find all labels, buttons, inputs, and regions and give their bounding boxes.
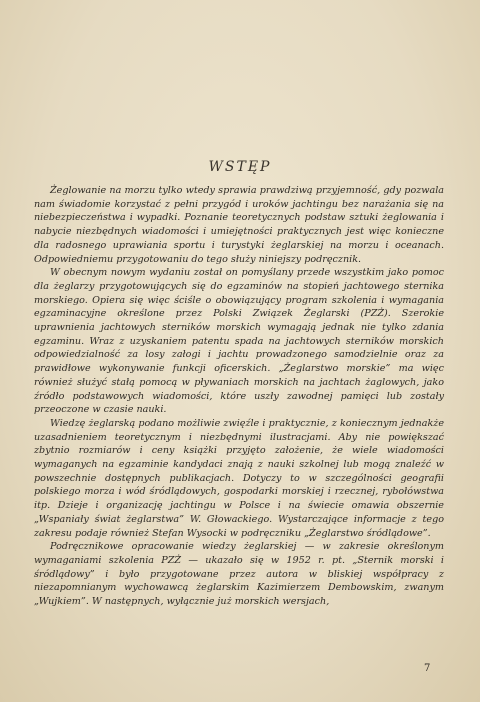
paragraph-3: Wiedzę żeglarską podano możliwie zwięźle i praktycznie, z koniecznym jednakże uzasadnieniem teoretycznym i niezbędnymi ilustracjami. Aby nie powiększać zbytnio rozmiarów i ceny książki przyjęto założenie, że wiele wiadomości wymaganych na egzaminie kandydaci znają z nauki szkolnej lub mogą znaleźć w powszechnie dostępnych publikacjach. Dotyczy to w szczególności geografii polskiego morza i wód śródlądowych, gospodarki morskiej i rzecznej, rybołówstwa itp. Dzieje i organizację jachtingu w Polsce i na świecie omawia obszernie „Wspaniały świat żeglarstwa” W. Głowackiego. Wystarczające informacje z tego zakresu podaje również Stefan Wysocki w podręczniku „Żeglarstwo śródlądowe”. <box>34 417 444 539</box>
paragraph-1: Żeglowanie na morzu tylko wtedy sprawia prawdziwą przyjemność, gdy pozwala nam świadomie korzystać z pełni przygód i uroków jachtingu bez narażania się na niebezpieczeństwa i wypadki. Poznanie teoretycznych podstaw sztuki żeglowania i nabycie niezbędnych wiadomości i umiejętności praktycznych jest więc konieczne dla radosnego uprawiania sportu i turystyki żeglarskiej na morzu i oceanach. Odpowiedniemu przygotowaniu do tego służy niniejszy podręcznik. <box>34 185 444 265</box>
body-text <box>34 184 444 609</box>
paragraph-4: Podręcznikowe opracowanie wiedzy żeglarskiej — w zakresie określonym wymaganiami szkolenia PZŻ — ukazało się w 1952 r. pt. „Sternik morski i śródlądowy” i było przygotowane przez autora w bliskiej współpracy z niezapomnianym wychowawcą żeglarskim Kazimierzem Dembowskim, zwanym „Wujkiem”. W następnych, wyłącznie już morskich wersjach, <box>34 541 444 608</box>
page-title: WSTĘP <box>208 159 272 175</box>
page-number: 7 <box>424 663 431 674</box>
paragraph-2: W obecnym nowym wydaniu został on pomyślany przede wszystkim jako pomoc dla żeglarzy przygotowujących się do egzaminów na stopień jachtowego sternika morskiego. Opiera się więc ściśle o obowiązujący program szkolenia i wymagania egzaminacyjne określone przez Polski Związek Żeglarski (PZŻ). Szerokie uprawnienia jachtowych sterników morskich wymagają jednak nie tylko zdania egzaminu. Wraz z uzyskaniem patentu spada na jachtowych sterników morskich odpowiedzialność za losy załogi i jachtu prowadzonego samodzielnie oraz za prawidłowe wykonywanie funkcji oficerskich. „Żeglarstwo morskie” ma więc również służyć stałą pomocą w pływaniach morskich na jachtach żaglowych, jako źródło podstawowych wiadomości, które uszły zawodnej pamięci lub zostały przeoczone w czasie nauki. <box>34 267 444 416</box>
